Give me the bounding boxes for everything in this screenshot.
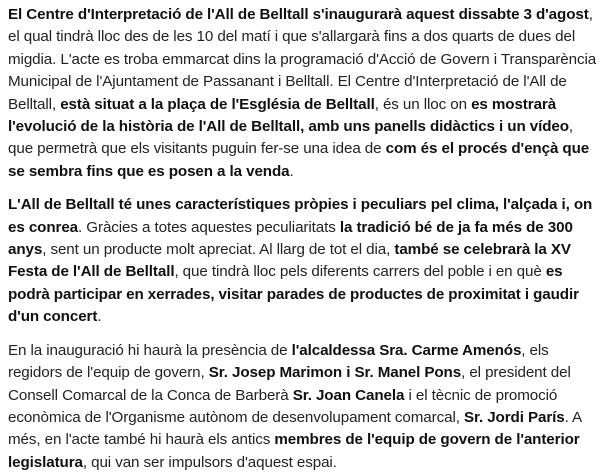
- highlight-text: també se celebrarà la XV Festa de l'All de Belltall: [8, 241, 571, 281]
- highlight-text: es mostrarà l'evolució de la història de l'All de Belltall, amb uns panells didàctics i un vídeo: [8, 95, 569, 136]
- body-text: i el tècnic de promoció econòmica de l'Organisme autònom de desenvolupament comarcal,: [8, 386, 558, 426]
- highlight-text: Sr. Joan Canela: [292, 386, 405, 404]
- highlight-text: El Centre d'Interpretació de l'All de Belltall s'inaugurarà aquest dissabte 3 d'agost: [8, 6, 589, 23]
- body-text: .: [97, 308, 102, 326]
- highlight-text: està situat a la plaça de l'Església de Belltall: [60, 95, 375, 113]
- paragraph-attendees: [8, 340, 602, 474]
- body-text: , que tindrà lloc pels diferents carrers del poble i en què: [174, 263, 546, 281]
- highlight-text: Sr. Jordi París: [463, 408, 565, 426]
- paragraph-characteristics: [8, 194, 602, 328]
- body-text: , és un lloc on: [374, 95, 472, 113]
- body-text: , que permetrà que els visitants puguin fer-se una idea de: [8, 118, 574, 158]
- body-text: , els regidors de l'equip de govern,: [8, 341, 549, 382]
- highlight-text: es podrà participar en xerrades, visitar parades de productes de proximitat i gaudir d'un concert: [8, 263, 579, 326]
- paragraph-inauguration: [8, 4, 602, 183]
- highlight-text: membres de l'equip de govern de l'anterior legislatura: [8, 431, 580, 471]
- body-text: , sent un producte molt apreciat. Al llarg de tot el dia,: [42, 241, 395, 259]
- body-text: . Gràcies a totes aquestes peculiaritats: [78, 218, 340, 236]
- body-text: En la inauguració hi haurà la presència de: [8, 341, 292, 359]
- highlight-text: com és el procés d'ençà que se sembra fins que es posen a la venda: [8, 140, 590, 180]
- body-text: , el president del Consell Comarcal de la Conca de Barberà: [8, 364, 571, 404]
- body-text: .: [289, 162, 294, 180]
- highlight-text: L'All de Belltall té unes característiques pròpies i peculiars pel clima, l'alçada i, on es conrea: [8, 196, 593, 236]
- body-text: , qui van ser impulsors d'aquest espai.: [82, 453, 337, 471]
- body-text: . A més, en l'acte també hi haurà els antics: [8, 408, 582, 449]
- highlight-text: la tradició bé de ja fa més de 300 anys: [8, 218, 573, 259]
- body-text: , el qual tindrà lloc des de les 10 del matí i que s'allargarà fins a dos quarts de dues del migdia. L'acte es troba emmarcat dins la programació d'Acció de Govern i Transparència Municipal de l'Ajuntament de Passanant i Belltall. El Centre d'Interpretació de l'All de Belltall,: [8, 6, 597, 113]
- highlight-text: l'alcaldessa Sra. Carme Amenós: [291, 341, 522, 359]
- highlight-text: Sr. Josep Marimon i Sr. Manel Pons: [208, 364, 462, 382]
